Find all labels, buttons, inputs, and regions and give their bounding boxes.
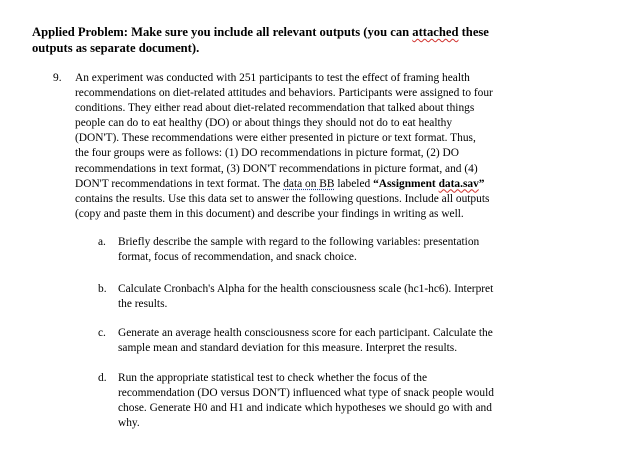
grammar-flag-data-on-bb[interactable]: data on BB [283, 177, 335, 190]
subquestion-text: Briefly describe the sample with regard to the following variables: presentation format, focus of recommendation, and snack choice. [118, 236, 480, 264]
question-line: (DON'T). These recommendations were either presented in picture or text format. Thus, [75, 132, 476, 145]
question-line: people can do to eat healthy (DO) or about things they should not do to eat healthy [75, 117, 453, 130]
question-line: An experiment was conducted with 251 participants to test the effect of framing health [75, 72, 470, 84]
question-line: DON'T recommendations in text format. The data on BB labeled “Assignment data.sav” [75, 177, 485, 190]
subquestion-letter: b. [98, 283, 107, 295]
spelling-flag-attached[interactable]: attached [412, 25, 459, 39]
question-line: contains the results. Use this data set to answer the following questions. Include all outputs [75, 192, 490, 205]
question-line: conditions. They either read about diet-related recommendation that talked about things [75, 102, 475, 115]
subquestion-letter: d. [98, 372, 107, 384]
dataset-filename: “Assignment data.sav” [373, 177, 485, 190]
subquestion-letter: c. [98, 327, 106, 339]
subquestion-text: Generate an average health consciousness score for each participant. Calculate the sample mean and standard deviation for this measure. Interpret the results. [118, 327, 493, 355]
subquestion-letter: a. [98, 236, 106, 248]
question-line: recommendations on diet-related attitudes and behaviors. Participants were assigned to four [75, 87, 493, 100]
question-line: the four groups were as follows: (1) DO recommendations in picture format, (2) DO [75, 147, 460, 160]
applied-problem-heading [32, 25, 612, 56]
subquestion-text: Calculate Cronbach's Alpha for the health consciousness scale (hc1-hc6). Interpret the results. [118, 283, 494, 311]
question-line: recommendations in text format, (3) DON'T recommendations in picture format, and (4) [75, 162, 478, 175]
spelling-flag-data-sav[interactable]: data.sav [438, 177, 479, 190]
question-body [75, 71, 555, 222]
heading-line-2: outputs as separate document). [32, 40, 200, 55]
question-number: 9. [53, 72, 62, 84]
question-line: (copy and paste them in this document) and describe your findings in writing as well. [75, 207, 464, 220]
heading-line-1: Applied Problem: Make sure you include all relevant outputs (you can attached these [32, 25, 489, 39]
subquestion-text: Run the appropriate statistical test to check whether the focus of the recommendation (DO versus DON'T) influenced what type of snack people would chose. Generate H0 and H1 and indicate which hypotheses we should go with and why. [118, 372, 494, 430]
